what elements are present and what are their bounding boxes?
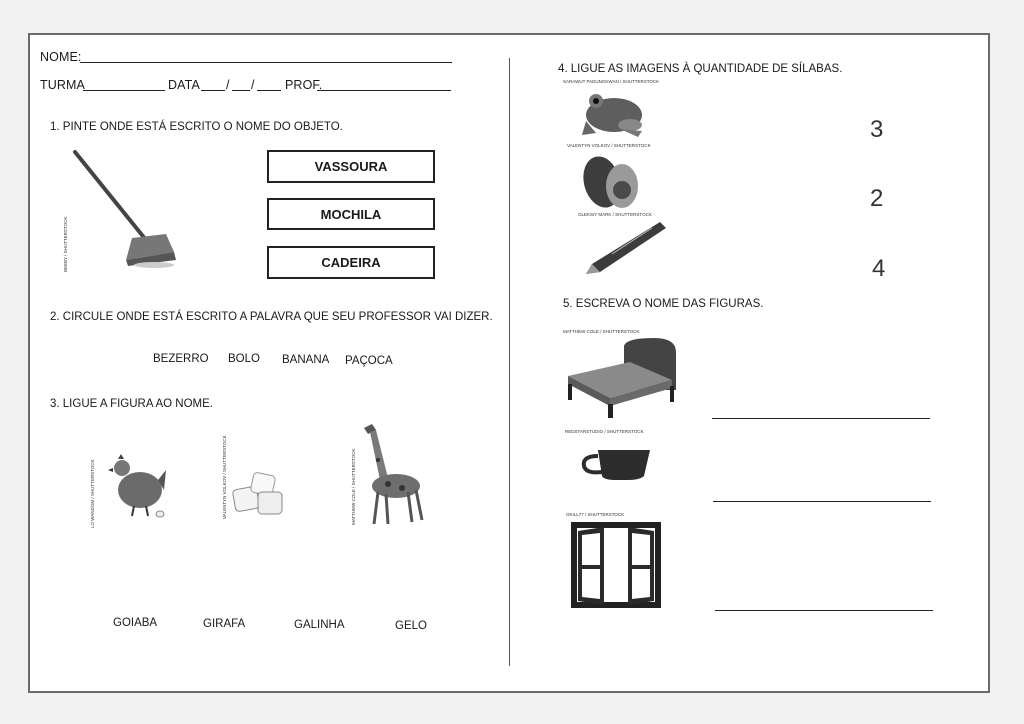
- name-girafa[interactable]: GIRAFA: [203, 618, 246, 630]
- q5-credit-window: OKILL77 / SHUTTERSTOCK: [566, 512, 625, 517]
- prof-label: PROF.: [285, 78, 323, 92]
- word-pacoca[interactable]: PAÇOCA: [345, 355, 393, 367]
- option-vassoura[interactable]: VASSOURA: [267, 150, 435, 183]
- cup-icon: [580, 446, 654, 482]
- q3-title: 3. LIGUE A FIGURA AO NOME.: [50, 398, 213, 410]
- date-separator-2: /: [251, 78, 255, 92]
- syllable-count-3[interactable]: 3: [870, 116, 884, 143]
- q4-credit-frog: SARAWUT PADUNGKWAN / SHUTTERSTOCK: [563, 79, 660, 84]
- date-separator-1: /: [226, 78, 230, 92]
- turma-label: TURMA: [40, 78, 85, 92]
- date-year-field[interactable]: [257, 90, 281, 91]
- syllable-count-4[interactable]: 4: [872, 255, 886, 282]
- option-mochila[interactable]: MOCHILA: [267, 198, 435, 230]
- q2-title: 2. CIRCULE ONDE ESTÁ ESCRITO A PALAVRA QUE SEU PROFESSOR VAI DIZER.: [50, 311, 493, 323]
- answer-line-cup[interactable]: [713, 501, 931, 502]
- broom-icon: [70, 148, 180, 270]
- q1-title: 1. PINTE ONDE ESTÁ ESCRITO O NOME DO OBJETO.: [50, 121, 343, 133]
- ice-icon: [230, 470, 288, 518]
- q5-credit-bed: MATTHEW COLE / SHUTTERSTOCK: [563, 329, 640, 334]
- word-bolo[interactable]: BOLO: [228, 353, 260, 365]
- q3-credit-hen: LO WANDOM / SHUTTERSTOCK: [90, 459, 95, 528]
- name-galinha[interactable]: GALINHA: [294, 619, 345, 631]
- date-day-field[interactable]: [201, 90, 225, 91]
- answer-line-window[interactable]: [715, 610, 933, 611]
- pen-icon: [582, 218, 670, 278]
- hen-icon: [108, 450, 168, 520]
- q5-credit-cup: REDSTARSTUDIO / SHUTTERSTOCK: [565, 429, 644, 434]
- q5-title: 5. ESCREVA O NOME DAS FIGURAS.: [563, 298, 764, 310]
- name-goiaba[interactable]: GOIABA: [113, 617, 158, 629]
- option-cadeira[interactable]: CADEIRA: [267, 246, 435, 279]
- answer-line-bed[interactable]: [712, 418, 930, 419]
- q4-title: 4. LIGUE AS IMAGENS À QUANTIDADE DE SÍLABAS.: [558, 63, 843, 75]
- window-icon: [570, 521, 662, 609]
- q3-credit-giraffe: MATTHEW COLE / SHUTTERSTOCK: [351, 448, 356, 525]
- nome-label: NOME:: [40, 50, 82, 64]
- prof-field[interactable]: [317, 90, 451, 91]
- q4-credit-pen: OLEKSIY MARK / SHUTTERSTOCK: [578, 212, 652, 217]
- giraffe-icon: [358, 420, 426, 526]
- syllable-count-2[interactable]: 2: [870, 185, 884, 212]
- data-label: DATA: [168, 78, 200, 92]
- turma-field[interactable]: [83, 90, 165, 91]
- avocado-icon: [580, 150, 642, 210]
- bed-icon: [564, 336, 680, 420]
- nome-field[interactable]: [80, 62, 452, 63]
- word-bezerro[interactable]: BEZERRO: [153, 353, 209, 365]
- q1-image-credit: BEEBY / SHUTTERSTOCK: [63, 216, 68, 272]
- word-banana[interactable]: BANANA: [282, 354, 330, 366]
- q4-credit-avocado: VALENTYN VOLKOV / SHUTTERSTOCK: [567, 143, 651, 148]
- name-gelo[interactable]: GELO: [395, 620, 427, 632]
- date-month-field[interactable]: [232, 90, 250, 91]
- frog-icon: [580, 85, 646, 139]
- column-divider: [509, 58, 510, 666]
- q3-credit-ice: VALENTYN VOLKOV / SHUTTERSTOCK: [222, 435, 227, 519]
